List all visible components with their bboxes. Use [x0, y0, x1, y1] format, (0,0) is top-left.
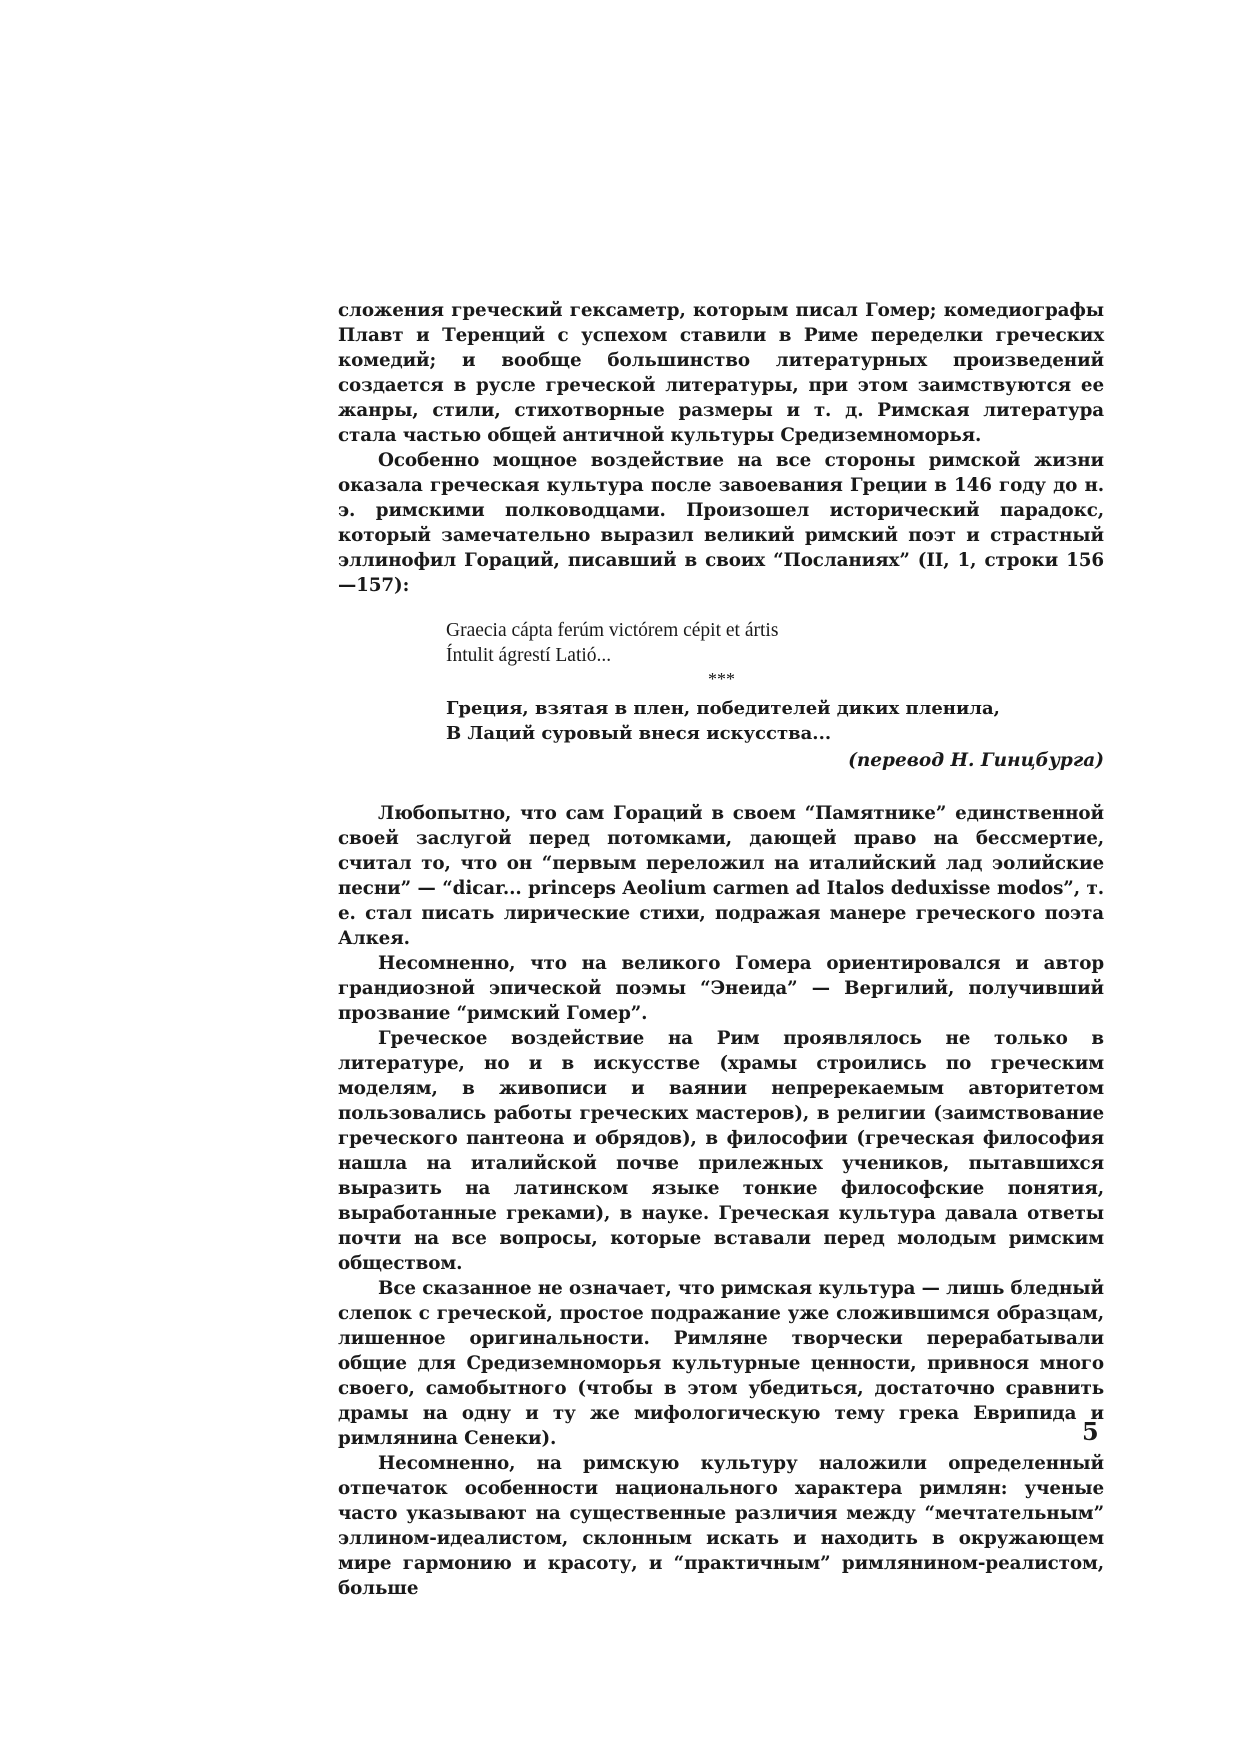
latin-verse-line-1: Graecia cápta ferúm victórem cépit et ártis — [446, 620, 779, 641]
russian-translation — [446, 696, 1104, 746]
paragraph-virgil: Несомненно, что на великого Гомера ориентировался и автор грандиозной эпической поэмы “Энеида” — Вергилий, получивший прозвание “римский Гомер”. — [338, 953, 1104, 1024]
russian-verse-line-2: В Лаций суровый внеся искусства... — [446, 723, 832, 744]
body-text — [338, 298, 1104, 1601]
paragraph-arts-religion: Греческое воздействие на Рим проявлялось не только в литературе, но и в искусстве (храмы строились по греческим моделям, в живописи и ваянии непререкаемым авторитетом пользовались работы греческих мастеров), в религии (заимствование греческого пантеона и обрядов), в философии (греческая философия нашла на италийской почве прилежных учеников, пытавшихся выразить на латинском языке тонкие философские понятия, выработанные греками), в науке. Греческая культура давала ответы почти на все вопросы, которые вставали перед молодым римским обществом. — [338, 1028, 1104, 1274]
russian-verse-line-1: Греция, взятая в плен, победителей диких пленила, — [446, 698, 1000, 719]
latin-quote — [446, 618, 1104, 690]
spacer — [338, 773, 1104, 801]
paragraph-horace-monument: Любопытно, что сам Гораций в своем “Памятнике” единственной своей заслугой перед потомками, дающей право на бессмертие, считал то, что он “первым переложил на италийский лад эолийские песни” — “dicar... princeps Aeolium carmen ad Italos deduxisse modos”, т. е. стал писать лирические стихи, подражая манере греческого поэта Алкея. — [338, 803, 1104, 949]
paragraph-greek-influence: Особенно мощное воздействие на все стороны римской жизни оказала греческая культура после завоевания Греции в 146 году до н. э. римскими полководцами. Произошел исторический парадокс, который замечательно выразил великий римский поэт и страстный эллинофил Гораций, писавший в своих “Посланиях” (II, 1, строки 156—157): — [338, 450, 1104, 596]
translation-credit: (перевод Н. Гинцбурга) — [848, 750, 1104, 771]
page-number: 5 — [1082, 1417, 1099, 1446]
verse-separator: *** — [708, 669, 735, 689]
paragraph-continuation: сложения греческий гексаметр, которым писал Гомер; комедиографы Плавт и Теренций с успехом ставили в Риме переделки греческих комедий; и вообще большинство литературных произведений создается в русле греческой литературы, при этом заимствуются ее жанры, стили, стихотворные размеры и т. д. Римская литература стала частью общей античной культуры Средиземноморья. — [338, 300, 1104, 446]
paragraph-national-character: Несомненно, на римскую культуру наложили определенный отпечаток особенности национального характера римлян: ученые часто указывают на существенные различия между “мечтательным” эллином-идеалистом, склонным искать и находить в окружающем мире гармонию и красоту, и “практичным” римлянином-реалистом, больше — [338, 1453, 1104, 1599]
paragraph-originality: Все сказанное не означает, что римская культура — лишь бледный слепок с греческой, простое подражание уже сложившимся образцам, лишенное оригинальности. Римляне творчески перерабатывали общие для Средиземноморья культурные ценности, привнося много своего, самобытного (чтобы в этом убедиться, достаточно сравнить драмы на одну и ту же мифологическую тему грека Еврипида и римлянина Сенеки). — [338, 1278, 1104, 1449]
latin-verse-line-2: Íntulit ágrestí Latió... — [446, 645, 612, 666]
